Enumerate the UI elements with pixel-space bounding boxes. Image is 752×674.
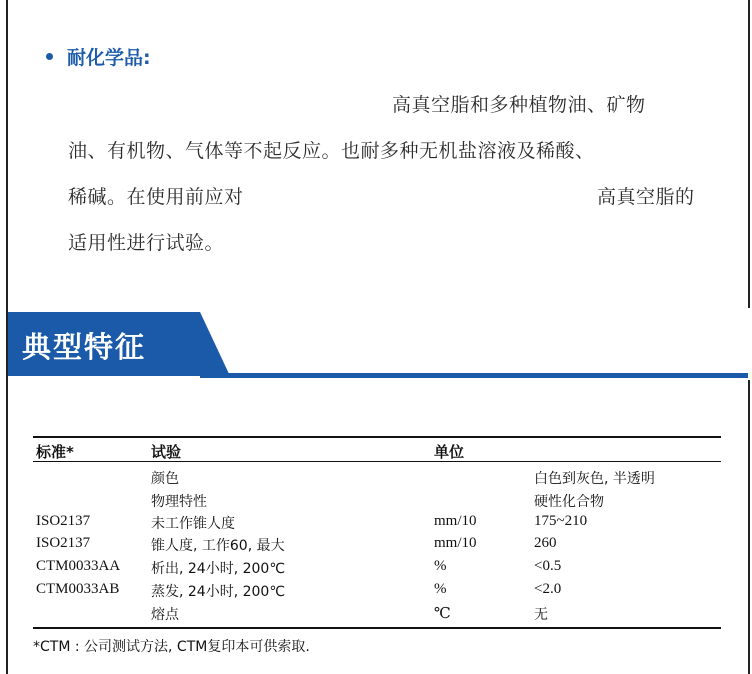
table-cell-test: 未工作锥人度 bbox=[151, 516, 235, 532]
paragraph-line-3b: 高真空脂的 bbox=[597, 186, 695, 208]
paragraph-line-3a: 稀碱。在使用前应对 bbox=[68, 186, 244, 208]
table-cell-value: 260 bbox=[534, 535, 557, 551]
table-cell-test: 锥人度, 工作60, 最大 bbox=[151, 538, 285, 554]
bullet-dot-icon bbox=[46, 53, 53, 60]
table-cell-unit: mm/10 bbox=[434, 513, 477, 529]
table-cell-value: <2.0 bbox=[534, 581, 562, 597]
paragraph-line-2: 油、有机物、气体等不起反应。也耐多种无机盐溶液及稀酸、 bbox=[68, 140, 595, 162]
banner-underline bbox=[200, 373, 748, 378]
table-cell-standard: ISO2137 bbox=[36, 513, 91, 529]
table-cell-value: 硬性化合物 bbox=[534, 494, 604, 510]
banner-title: 典型特征 bbox=[22, 330, 147, 364]
paragraph-line-1: 高真空脂和多种植物油、矿物 bbox=[392, 94, 646, 116]
paragraph-line-4: 适用性进行试验。 bbox=[68, 232, 225, 254]
table-cell-test: 熔点 bbox=[151, 607, 179, 623]
table-cell-value: 无 bbox=[534, 607, 548, 623]
table-cell-unit: mm/10 bbox=[434, 535, 477, 551]
table-cell-unit: % bbox=[434, 558, 447, 574]
table-cell-test: 颜色 bbox=[151, 471, 179, 487]
table-cell-value: 白色到灰色, 半透明 bbox=[534, 471, 655, 487]
chemical-resistance-title: 耐化学品: bbox=[67, 47, 151, 69]
footnote: *CTM : 公司测试方法, CTM复印本可供索取. bbox=[33, 639, 310, 655]
table-cell-test: 物理特性 bbox=[151, 494, 207, 510]
table-cell-standard: CTM0033AA bbox=[36, 558, 121, 574]
table-header-rule bbox=[33, 461, 721, 462]
chemical-resistance-heading bbox=[46, 43, 151, 70]
table-cell-unit: ℃ bbox=[434, 606, 451, 622]
table-cell-standard: CTM0033AB bbox=[36, 581, 120, 597]
table-header-unit: 单位 bbox=[434, 443, 465, 461]
table-cell-test: 蒸发, 24小时, 200℃ bbox=[151, 584, 286, 600]
frame-right-border-top bbox=[748, 0, 750, 308]
table-cell-test: 析出, 24小时, 200℃ bbox=[151, 561, 286, 577]
table-bottom-rule bbox=[33, 627, 721, 629]
table-cell-value: 175~210 bbox=[534, 513, 588, 529]
table-header-standard: 标准* bbox=[36, 443, 74, 461]
table-cell-standard: ISO2137 bbox=[36, 535, 91, 551]
frame-right-border-bottom bbox=[748, 380, 750, 674]
table-cell-unit: % bbox=[434, 581, 447, 597]
table-header-test: 试验 bbox=[151, 443, 182, 461]
table-cell-value: <0.5 bbox=[534, 558, 562, 574]
table-top-rule bbox=[33, 436, 721, 438]
